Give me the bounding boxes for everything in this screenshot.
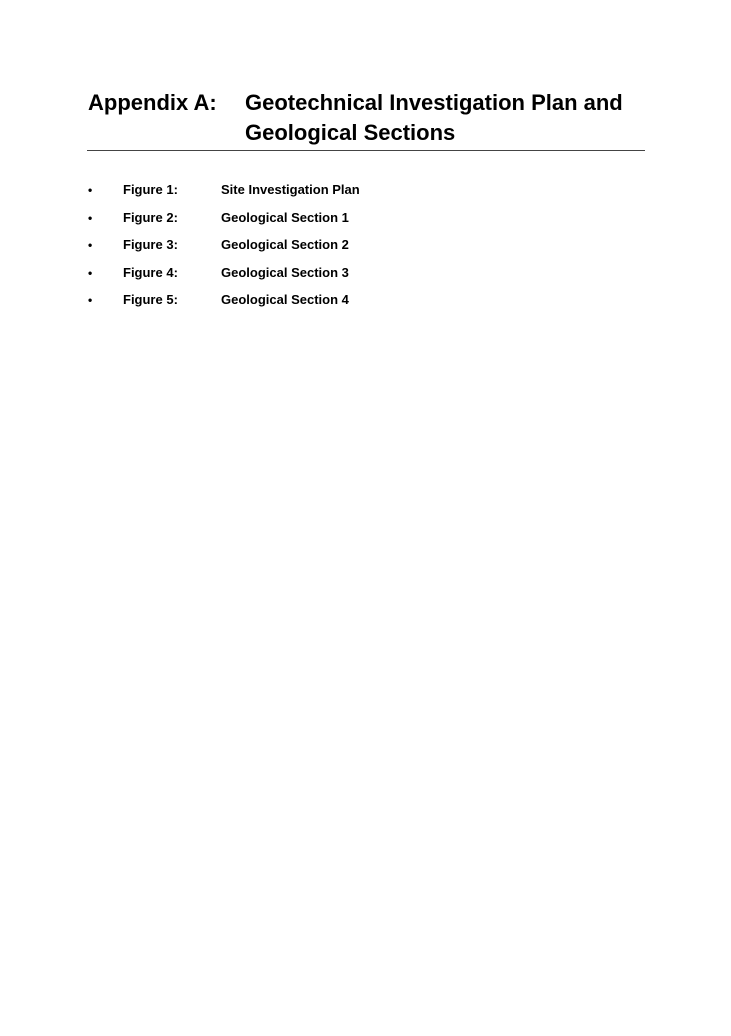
figure-label: Figure 4: bbox=[123, 264, 178, 280]
figure-title: Geological Section 1 bbox=[221, 209, 349, 225]
figure-title: Geological Section 3 bbox=[221, 264, 349, 280]
bullet-icon: • bbox=[88, 210, 93, 225]
appendix-label: Appendix A: bbox=[88, 90, 217, 115]
figure-label: Figure 2: bbox=[123, 209, 178, 225]
appendix-title: Geotechnical Investigation Plan and Geological Sections bbox=[245, 90, 623, 145]
figure-title: Geological Section 4 bbox=[221, 292, 349, 307]
figure-label: Figure 3: bbox=[123, 237, 178, 252]
bullet-icon: • bbox=[88, 293, 93, 307]
figure-label: Figure 1: bbox=[123, 182, 178, 197]
figure-title: Geological Section 2 bbox=[221, 237, 349, 252]
figure-title: Site Investigation Plan bbox=[221, 182, 360, 197]
bullet-icon: • bbox=[88, 238, 93, 252]
heading-divider bbox=[87, 150, 645, 151]
figure-label: Figure 5: bbox=[123, 292, 178, 307]
bullet-icon: • bbox=[88, 265, 93, 280]
bullet-icon: • bbox=[88, 183, 93, 197]
